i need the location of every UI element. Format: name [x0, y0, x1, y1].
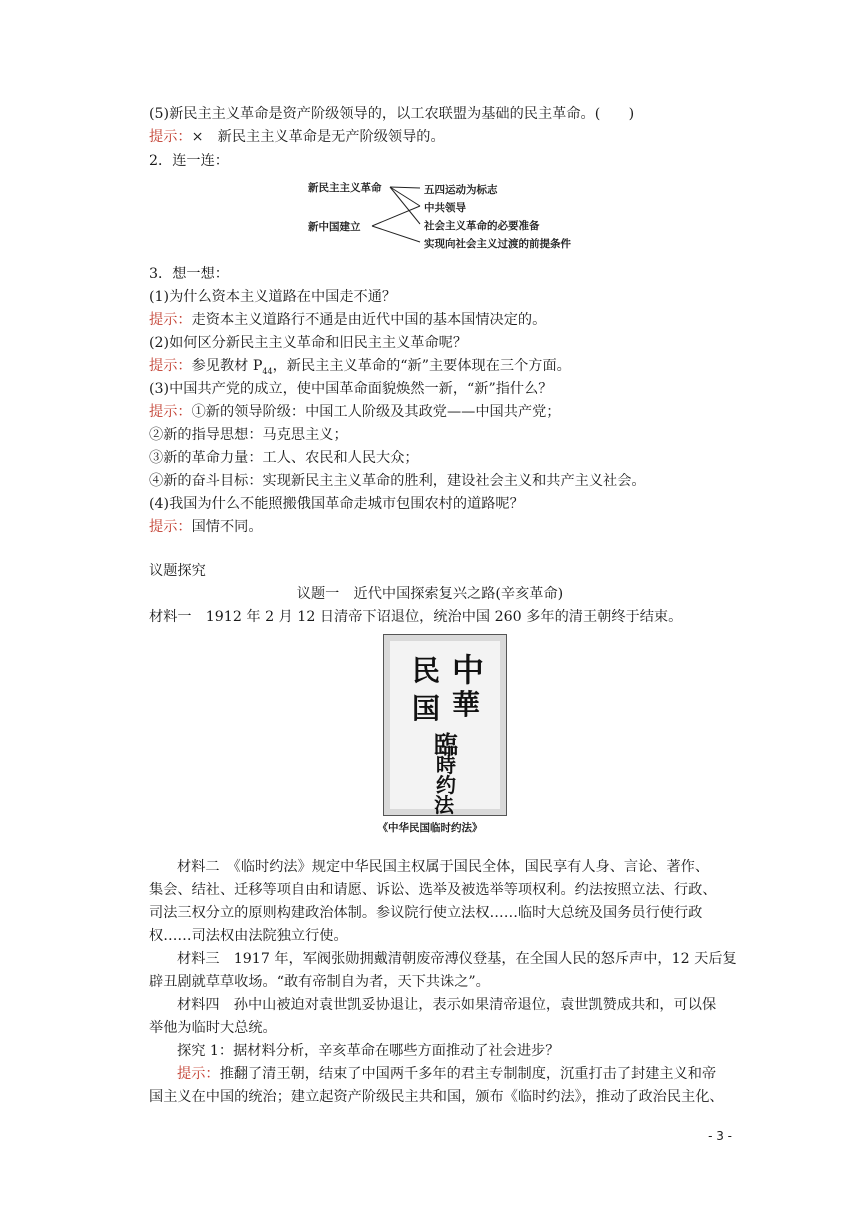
question-5: (5)新民主主义革命是资产阶级领导的，以工农联盟为基础的民主革命。( ) — [149, 106, 635, 122]
material-4-line: 材料四 孙中山被迫对袁世凯妥协退让，表示如果清帝退位，袁世凯赞成共和，可以保 — [177, 997, 717, 1013]
material-2-line: 权……司法权由法院独立行使。 — [149, 928, 348, 944]
page-subscript: 44 — [262, 366, 273, 376]
poster-char: 中 — [452, 651, 485, 689]
poster-char: 華 — [452, 688, 481, 721]
question-3-3: (3)中国共产党的成立，使中国革命面貌焕然一新，“新”指什么？ — [149, 381, 553, 397]
hint-label: 提示： — [149, 312, 192, 328]
explore-question-1: 探究 1：据材料分析，辛亥革命在哪些方面推动了社会进步？ — [177, 1043, 560, 1059]
hint-3-4 — [149, 517, 263, 537]
page-number: - 3 - — [708, 1129, 732, 1143]
hint-text: × 新民主主义革命是无产阶级领导的。 — [191, 129, 445, 145]
hint-text: 走资本主义道路行不通是由近代中国的基本国情决定的。 — [191, 312, 547, 328]
hint-q5 — [149, 127, 445, 147]
hint-3-2 — [149, 356, 571, 382]
diagram-left-item: 新民主主义革命 — [308, 182, 382, 194]
material-3-line: 材料三 1917 年，军阀张勋拥戴清朝废帝溥仪登基，在全国人民的怒斥声中，12 天后复 — [177, 951, 737, 967]
material-2-line: 司法三权分立的原则构建政治体制。参议院行使立法权……临时大总统及国务员行使行政 — [149, 905, 703, 921]
hint-text: 参见教材 P — [191, 358, 263, 374]
hint-text: ①新的领导阶级：中国工人阶级及其政党——中国共产党； — [191, 404, 561, 420]
poster-char: 国 — [412, 692, 441, 725]
hint-3-1 — [149, 310, 546, 330]
topic-title: 议题一 近代中国探索复兴之路(辛亥革命) — [296, 586, 564, 602]
explore-hint-1 — [149, 1064, 716, 1084]
hint-text: 推翻了清王朝，结束了中国两千多年的君主专制制度，沉重打击了封建主义和帝 — [219, 1066, 717, 1082]
hint-text-cont: ，新民主主义革命的“新”主要体现在三个方面。 — [272, 358, 571, 374]
poster-char: 约 — [436, 773, 456, 797]
section-2-title: 2．连一连： — [149, 153, 229, 169]
provisional-constitution-image — [383, 634, 507, 816]
section-title: 议题探究 — [149, 563, 206, 579]
hint-text: 国情不同。 — [191, 519, 263, 535]
material-2-line: 材料二 《临时约法》规定中华民国主权属于国民全体，国民享有人身、言论、著作、 — [177, 859, 710, 875]
diagram-left-item: 新中国建立 — [308, 221, 361, 233]
image-caption: 《中华民国临时约法》 — [377, 822, 483, 834]
question-3-1: (1)为什么资本主义道路在中国走不通？ — [149, 289, 397, 305]
diagram-connectors — [372, 187, 420, 242]
matching-diagram — [300, 176, 600, 256]
diagram-right-item: 实现向社会主义过渡的前提条件 — [424, 238, 571, 250]
material-4-line: 举他为临时大总统。 — [149, 1020, 277, 1036]
material-3-line: 辟丑剧就草草收场。“敢有帝制自为者，天下共诛之”。 — [149, 974, 490, 990]
poster-char: 時 — [436, 753, 456, 777]
hint-3-3-line2: ②新的指导思想：马克思主义； — [149, 427, 348, 443]
diagram-right-item: 社会主义革命的必要准备 — [424, 220, 540, 232]
hint-label: 提示： — [149, 404, 192, 420]
explore-hint-1-line2: 国主义在中国的统治；建立起资产阶级民主共和国，颁布《临时约法》，推动了政治民主化、 — [149, 1089, 724, 1105]
material-2-line: 集会、结社、迁移等项自由和请愿、诉讼、选举及被选举等项权利。约法按照立法、行政、 — [149, 882, 717, 898]
hint-3-3-line4: ④新的奋斗目标：实现新民主主义革命的胜利，建设社会主义和共产主义社会。 — [149, 473, 646, 489]
diagram-right-item: 中共领导 — [424, 202, 466, 214]
hint-label: 提示： — [149, 358, 192, 374]
poster-char: 臨 — [434, 730, 458, 759]
question-3-2: (2)如何区分新民主主义革命和旧民主主义革命呢？ — [149, 335, 468, 351]
hint-3-3-line3: ③新的革命力量：工人、农民和人民大众； — [149, 450, 419, 466]
poster-char: 民 — [412, 654, 441, 687]
diagram-right-item: 五四运动为标志 — [424, 184, 498, 196]
section-3-title: 3．想一想： — [149, 266, 229, 282]
poster-char: 法 — [434, 793, 454, 817]
question-3-4: (4)我国为什么不能照搬俄国革命走城市包围农村的道路呢？ — [149, 496, 524, 512]
hint-label: 提示： — [149, 129, 192, 145]
hint-3-3 — [149, 402, 560, 422]
material-1: 材料一 1912 年 2 月 12 日清帝下诏退位，统治中国 260 多年的清王朝终于结束。 — [149, 609, 683, 625]
hint-label: 提示： — [149, 519, 192, 535]
hint-label: 提示： — [177, 1066, 220, 1082]
